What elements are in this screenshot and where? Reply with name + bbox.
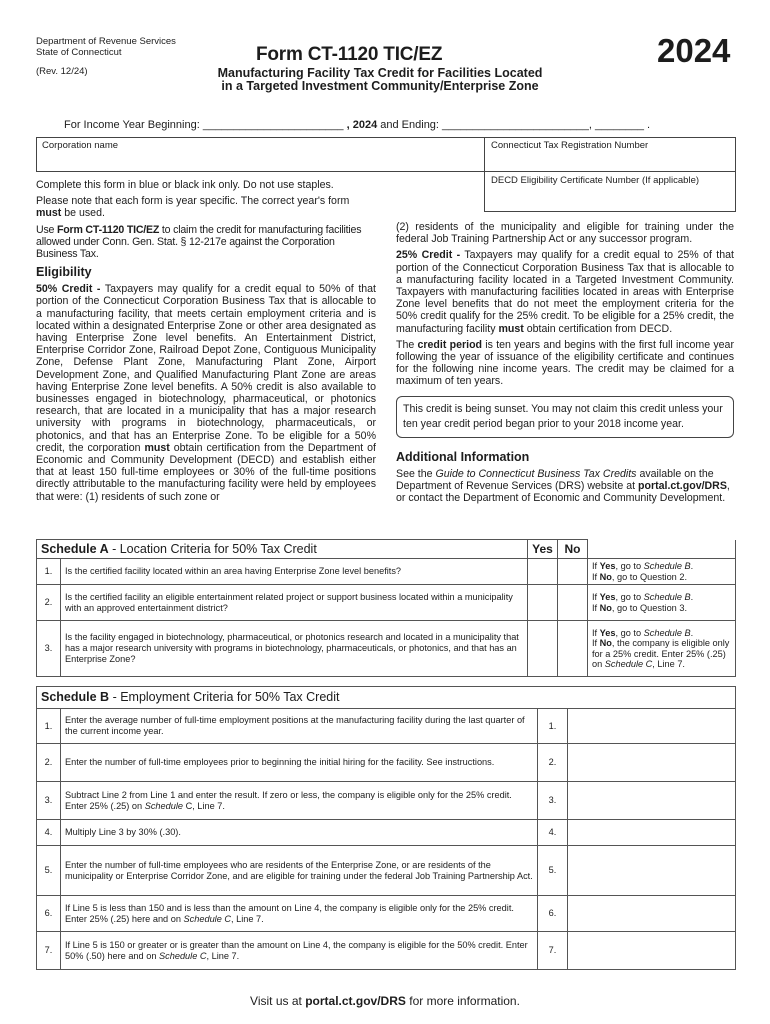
schedule-a-title: [37, 540, 528, 559]
line-7-input[interactable]: [568, 932, 736, 970]
use-text-rest: to claim the credit for manufacturing facilities allowed under Conn. Gen. Stat. § 12-217e against the Corporation Business Tax.: [36, 223, 362, 261]
line-number: 2.: [37, 744, 61, 782]
must-emphasis: must: [36, 207, 62, 220]
schedule-b-row: [37, 709, 736, 744]
income-year-line: [64, 119, 650, 131]
department-header: [36, 36, 176, 58]
ct-tax-registration-field[interactable]: [484, 137, 736, 172]
yes-checkbox-q1[interactable]: [528, 559, 558, 585]
credit-50-paragraph: [36, 283, 376, 503]
credit-25-must: must: [498, 322, 524, 335]
schedule-a-title-rest: - Location Criteria for 50% Tax Credit: [112, 541, 317, 556]
year-specific-end: be used.: [64, 207, 105, 220]
line-number-right: 6.: [538, 896, 568, 932]
schedule-a-title-bold: Schedule A: [41, 541, 109, 556]
line-text: Subtract Line 2 from Line 1 and enter the result. If zero or less, the company is eligible only for the 25% credit. Enter 25% (.25) on Schedule C, Line 7.: [61, 782, 538, 820]
schedule-a-table: [36, 539, 736, 677]
line-number-right: 5.: [538, 846, 568, 896]
additional-info-text: See the: [396, 467, 433, 480]
credit-25-label: 25% Credit -: [396, 249, 461, 262]
subtitle-line-2: in a Targeted Investment Community/Enterprise Zone: [221, 79, 539, 93]
schedule-b-title-rest: - Employment Criteria for 50% Tax Credit: [112, 690, 340, 704]
subtitle-line-1: Manufacturing Facility Tax Credit for Facilities Located: [217, 66, 543, 80]
income-year-begin-field[interactable]: _______________________: [202, 119, 344, 131]
no-checkbox-q1[interactable]: [558, 559, 588, 585]
use-text: Use: [36, 223, 55, 236]
line-number: 5.: [37, 846, 61, 896]
credit-50-label: 50% Credit -: [36, 283, 101, 296]
schedule-a-row: [37, 559, 736, 585]
use-form-name: Form CT-1120 TIC/EZ: [57, 223, 160, 236]
credit-50-text: Taxpayers may qualify for a credit equal to 50% of that portion of the Connecticut Corporation Business Tax that is allocable to a manufacturing facility, that meets certain employment criteria and is located within a designated Enterprise Zone or other area designated as having Enterprise Zone level benefits. An Entertainment District, Enterprise Corridor Zone, Railroad Depot Zone, Contiguous Municipality Zone, Defense Plant Zone, Manufacturing Plant Zone, Airport Development Zone, and Qualified Manufacturing Plant Zone are areas having Enterprise Zone level benefits. A 50% credit is also available to businesses engaged in biotechnology, pharmaceutical, or photonics research, that are located in a municipality that has a major research university with programs in biotechnology, pharmaceuticals, or photonics, and that has an Enterprise Zone. To be eligible for a 50% credit, the corporation: [36, 283, 376, 454]
state-name: State of Connecticut: [36, 47, 122, 58]
line-number-right: 1.: [538, 709, 568, 744]
instructions-column: [36, 179, 376, 503]
line-number: 4.: [37, 820, 61, 846]
schedule-b-row: [37, 896, 736, 932]
yes-checkbox-q3[interactable]: [528, 621, 558, 677]
ink-instruction: Complete this form in blue or black ink only. Do not use staples.: [36, 179, 334, 191]
additional-info-heading: Additional Information: [396, 449, 530, 464]
income-year-prefix: For Income Year Beginning:: [64, 119, 200, 131]
line-text: If Line 5 is less than 150 and is less than the amount on Line 4, the company is eligible only for the 25% credit. Enter 25% (.25) here and on Schedule C, Line 7.: [61, 896, 538, 932]
department-name: Department of Revenue Services: [36, 36, 176, 47]
schedule-b-row: [37, 782, 736, 820]
question-text: Is the facility engaged in biotechnology, pharmaceutical, or photonics research and located in a municipality that has a major research university with programs in biotechnology, pharmaceuticals, or photonics, and that has an Enterprise Zone?: [61, 621, 528, 677]
credit-25-paragraph: [396, 249, 734, 334]
line-number-right: 3.: [538, 782, 568, 820]
yes-column-header: Yes: [528, 540, 558, 559]
no-checkbox-q3[interactable]: [558, 621, 588, 677]
footer-text-end: for more information.: [409, 994, 520, 1008]
line-4-input[interactable]: [568, 820, 736, 846]
schedule-a-row: [37, 585, 736, 621]
schedule-b-row: [37, 846, 736, 896]
income-year-ending-label: and Ending:: [380, 119, 439, 131]
decd-certificate-label: DECD Eligibility Certificate Number (If applicable): [491, 175, 700, 186]
year-specific-text: Please note that each form is year specific. The correct year's form: [36, 195, 350, 208]
line-text: Enter the average number of full-time employment positions at the manufacturing facility during the last quarter of the current income year.: [61, 709, 538, 744]
guide-title: Guide to Connecticut Business Tax Credits: [435, 467, 637, 480]
credit-25-text-end: obtain certification from DECD.: [526, 322, 673, 335]
footer: [0, 994, 770, 1008]
line-number: 3.: [37, 782, 61, 820]
routing-note: If Yes, go to Schedule B. If No, go to Question 2.: [588, 559, 736, 585]
line-number-right: 7.: [538, 932, 568, 970]
line-1-input[interactable]: [568, 709, 736, 744]
line-2-input[interactable]: [568, 744, 736, 782]
eligibility-column-2: [396, 221, 734, 504]
year-specific-instruction: [36, 195, 376, 219]
credit-50-text-end: obtain certification from the Department of Economic and Community Development (DECD) and establish either that at least 150 full-time employees or 30% of the full-time positions directly attributable to the manufacturing facility were held by employees that were: (1) residents of such zone or: [36, 441, 376, 503]
income-year-end-field[interactable]: ________________________,: [442, 119, 592, 131]
drs-website-link[interactable]: portal.ct.gov/DRS: [638, 479, 727, 492]
no-checkbox-q2[interactable]: [558, 585, 588, 621]
ct-tax-registration-label: Connecticut Tax Registration Number: [491, 140, 649, 151]
schedule-a-row: [37, 621, 736, 677]
additional-info-text-b: available on the Department of Revenue Services (DRS) website at: [396, 467, 714, 492]
row-number: 2.: [37, 585, 61, 621]
line-number: 7.: [37, 932, 61, 970]
corporation-name-field[interactable]: [36, 137, 484, 172]
form-title: Form CT-1120 TIC/EZ: [256, 44, 443, 65]
line-number: 1.: [37, 709, 61, 744]
form-year: 2024: [657, 32, 731, 69]
use-form-instruction: [36, 224, 376, 261]
form-subtitle: [180, 67, 580, 93]
line-3-input[interactable]: [568, 782, 736, 820]
additional-info-paragraph: [396, 468, 734, 505]
line-number: 6.: [37, 896, 61, 932]
credit-period-label: credit period: [417, 338, 483, 351]
footer-text: Visit us at: [250, 994, 302, 1008]
additional-info-text-c: , or contact the Department of Economic and Community Development.: [396, 479, 730, 505]
credit-25-text: Taxpayers may qualify for a credit equal to 25% of that portion of the Connecticut Corporation Business Tax that is allocable to a manufacturing facility located in a Targeted Investment Community. Taxpayers with manufacturing facilities located in areas with Enterprise Zone level benefits that do not meet the employment criteria for the 50% credit qualify for the 25% credit. To be eligible for a 25% credit, the manufacturing facility: [396, 249, 734, 335]
line-number-right: 2.: [538, 744, 568, 782]
schedule-b-row: [37, 744, 736, 782]
line-text: Multiply Line 3 by 30% (.30).: [61, 820, 538, 846]
decd-certificate-field[interactable]: [484, 172, 736, 212]
schedule-b-title-bold: Schedule B: [41, 690, 110, 704]
line-text: Enter the number of full-time employees who are residents of the Enterprise Zone, or are residents of the municipality or Enterprise Corridor Zone, and are eligible for training under the federal Job Training Partnership Act.: [61, 846, 538, 896]
eligibility-heading: Eligibility: [36, 265, 92, 280]
revision-date: (Rev. 12/24): [36, 66, 88, 77]
credit-period-text: is ten years and begins with the first full income year following the year of issuance of the eligibility certificate and continues for the following nine income years. The credit may be claimed for a maximum of ten years.: [396, 338, 734, 388]
schedule-b-table: [36, 686, 736, 970]
line-text: If Line 5 is 150 or greater or is greater than the amount on Line 4, the company is eligible for the 50% credit. Enter 50% (.50) here and on Schedule C, Line 7.: [61, 932, 538, 970]
footer-drs-link[interactable]: portal.ct.gov/DRS: [305, 994, 406, 1008]
question-text: Is the certified facility an eligible entertainment related project or support business located within a municipality with an approved entertainment district?: [61, 585, 528, 621]
line-6-input[interactable]: [568, 896, 736, 932]
line-number-right: 4.: [538, 820, 568, 846]
routing-note: If Yes, go to Schedule B. If No, the company is eligible only for a 25% credit. Enter 25% (.25) on Schedule C, Line 7.: [588, 621, 736, 677]
credit-50-must: must: [144, 441, 170, 454]
income-year-end-year-field[interactable]: ________ .: [595, 119, 651, 131]
sunset-notice: This credit is being sunset. You may not claim this credit unless your ten year credit period began prior to your 2018 income year.: [396, 396, 734, 438]
corporation-name-label: Corporation name: [42, 140, 119, 151]
row-number: 1.: [37, 559, 61, 585]
schedule-b-row: [37, 820, 736, 846]
credit-period-prefix: The: [396, 338, 415, 351]
line-text: Enter the number of full-time employees prior to beginning the initial hiring for the facility. See instructions.: [61, 744, 538, 782]
routing-note: If Yes, go to Schedule B. If No, go to Question 3.: [588, 585, 736, 621]
residents-continuation: (2) residents of the municipality and eligible for training under the federal Job Training Partnership Act or any successor program.: [396, 221, 734, 246]
row-number: 3.: [37, 621, 61, 677]
no-column-header: No: [558, 540, 588, 559]
schedule-b-title: [37, 687, 736, 709]
income-year-2024: , 2024: [346, 119, 378, 131]
schedule-b-row: [37, 932, 736, 970]
line-5-input[interactable]: [568, 846, 736, 896]
question-text: Is the certified facility located within an area having Enterprise Zone level benefits?: [61, 559, 528, 585]
credit-period-paragraph: [396, 339, 734, 388]
yes-checkbox-q2[interactable]: [528, 585, 558, 621]
